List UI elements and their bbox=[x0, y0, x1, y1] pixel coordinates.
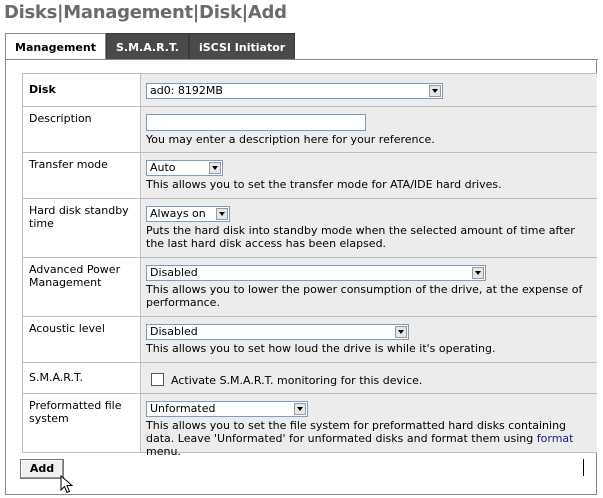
disk-select[interactable]: ad0: 8192MB bbox=[146, 83, 443, 99]
tab-smart[interactable]: S.M.A.R.T. bbox=[106, 33, 189, 60]
tab-iscsi-initiator[interactable]: iSCSI Initiator bbox=[189, 33, 295, 60]
transfer-mode-hint: This allows you to set the transfer mode for ATA/IDE hard drives. bbox=[146, 178, 502, 191]
preformatted-select[interactable]: Unformated bbox=[146, 401, 308, 417]
disk-form bbox=[22, 73, 597, 458]
apm-hint: This allows you to lower the power consumption of the drive, at the expense of performance. bbox=[146, 283, 583, 309]
acoustic-label: Acoustic level bbox=[22, 317, 141, 362]
form-row-standby bbox=[22, 199, 597, 258]
format-link[interactable]: format bbox=[536, 432, 574, 445]
form-row-preformatted bbox=[22, 394, 597, 458]
standby-hint: Puts the hard disk into standby mode when the selected amount of time after the last hard disk access has been elapsed. bbox=[146, 224, 575, 250]
description-hint: You may enter a description here for your reference. bbox=[146, 133, 435, 146]
description-input[interactable] bbox=[146, 114, 366, 131]
form-row-disk bbox=[22, 74, 597, 107]
standby-label: Hard disk standby time bbox=[22, 199, 141, 257]
chevron-down-icon bbox=[429, 85, 441, 97]
add-button[interactable]: Add bbox=[20, 459, 64, 479]
disk-label: Disk bbox=[22, 74, 141, 106]
form-row-apm bbox=[22, 258, 597, 317]
text-cursor-bar bbox=[583, 459, 584, 476]
chevron-down-icon bbox=[209, 162, 221, 174]
page-title: Disks|Management|Disk|Add bbox=[4, 2, 287, 23]
smart-label: S.M.A.R.T. bbox=[22, 363, 141, 393]
chevron-down-icon bbox=[216, 208, 228, 220]
acoustic-hint: This allows you to set how loud the drive is while it's operating. bbox=[146, 342, 496, 355]
apm-select[interactable]: Disabled bbox=[146, 265, 486, 281]
form-row-description bbox=[22, 107, 597, 153]
preformatted-hint: This allows you to set the file system for preformatted hard disks containing data. Leave 'Unformated' for unformated disks and format them using format menu. bbox=[146, 419, 574, 458]
smart-checkbox-label: Activate S.M.A.R.T. monitoring for this device. bbox=[171, 374, 423, 387]
transfer-mode-select[interactable]: Auto bbox=[146, 160, 223, 176]
form-row-acoustic bbox=[22, 317, 597, 363]
description-label: Description bbox=[22, 107, 141, 152]
chevron-down-icon bbox=[395, 326, 407, 338]
form-row-transfer-mode bbox=[22, 153, 597, 199]
form-row-smart bbox=[22, 363, 597, 394]
standby-select[interactable]: Always on bbox=[146, 206, 230, 222]
acoustic-select[interactable]: Disabled bbox=[146, 324, 409, 340]
mouse-pointer-icon bbox=[60, 475, 76, 495]
smart-checkbox[interactable] bbox=[151, 373, 164, 386]
tab-bar bbox=[5, 33, 295, 60]
preformatted-label: Preformatted file system bbox=[22, 394, 141, 452]
chevron-down-icon bbox=[472, 267, 484, 279]
transfer-mode-label: Transfer mode bbox=[22, 153, 141, 198]
chevron-down-icon bbox=[294, 403, 306, 415]
apm-label: Advanced Power Management bbox=[22, 258, 141, 316]
tab-management[interactable]: Management bbox=[5, 33, 106, 60]
